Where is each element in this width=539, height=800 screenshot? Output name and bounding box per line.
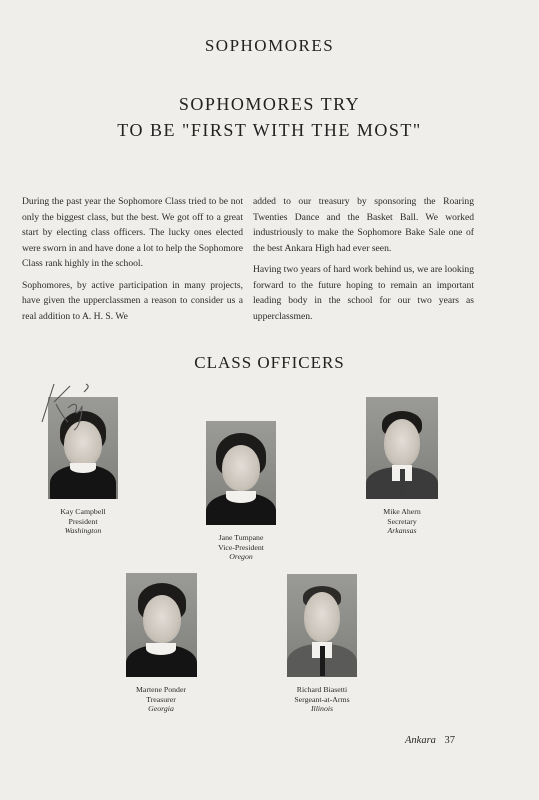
officer-role: President bbox=[68, 516, 98, 526]
officer-role: Vice-President bbox=[218, 542, 264, 552]
officer-caption bbox=[347, 507, 457, 536]
officer-photo-treasurer bbox=[126, 573, 197, 677]
officer-role: Sergeant-at-Arms bbox=[294, 694, 350, 704]
handwritten-signature bbox=[34, 372, 94, 432]
officer-state: Arkansas bbox=[387, 526, 417, 535]
headline-line-2: TO BE "FIRST WITH THE MOST" bbox=[117, 120, 422, 140]
page-number: 37 bbox=[444, 735, 456, 746]
officer-photo-vice-president bbox=[206, 421, 276, 525]
officer-role: Treasurer bbox=[146, 694, 176, 704]
officer-state: Washington bbox=[64, 526, 102, 535]
officer-name: Mike Ahern bbox=[383, 507, 421, 516]
officer-state: Illinois bbox=[310, 704, 334, 713]
paragraph: Having two years of hard work behind us, we are looking forward to the future hoping to remain an important leading body in the school for our two years as upperclassmen. bbox=[253, 264, 474, 322]
officer-role: Secretary bbox=[387, 516, 417, 526]
officer-state: Oregon bbox=[229, 552, 253, 561]
officer-name: Jane Tumpane bbox=[218, 533, 264, 542]
officer-name: Richard Biasetti bbox=[296, 685, 348, 694]
officer-photo-sergeant-at-arms bbox=[287, 574, 357, 677]
officers-title: CLASS OFFICERS bbox=[194, 353, 345, 372]
officer-state: Georgia bbox=[148, 704, 174, 713]
officer-caption bbox=[267, 685, 377, 714]
body-column-left bbox=[22, 194, 243, 330]
paragraph: added to our treasury by sponsoring the Roaring Twenties Dance and the Basket Ball. We worked industriously to make the Sophomore Bake Sale one of the best Ankara High had ever seen. bbox=[253, 196, 474, 254]
officer-name: Martene Ponder bbox=[135, 685, 186, 694]
officer-photo-secretary bbox=[366, 397, 438, 499]
officer-caption bbox=[186, 533, 296, 562]
section-title: SOPHOMORES bbox=[204, 36, 335, 55]
page-footer bbox=[405, 735, 455, 746]
body-column-right bbox=[253, 194, 474, 330]
paragraph: Sophomores, by active participation in many projects, have given the upperclassmen a reason to consider us a real addition to A. H. S. We bbox=[22, 279, 243, 322]
officer-caption bbox=[28, 507, 138, 536]
paragraph: During the past year the Sophomore Class tried to be not only the biggest class, but the best. We got off to a great start by electing class officers. The lucky ones elected were sworn in and have done a lot to help the Sophomore Class rank highly in the school. bbox=[22, 196, 243, 269]
officer-name: Kay Campbell bbox=[60, 507, 106, 516]
publication-name: Ankara bbox=[405, 735, 436, 746]
headline-line-1: SOPHOMORES TRY bbox=[178, 94, 361, 114]
officer-caption bbox=[106, 685, 216, 714]
